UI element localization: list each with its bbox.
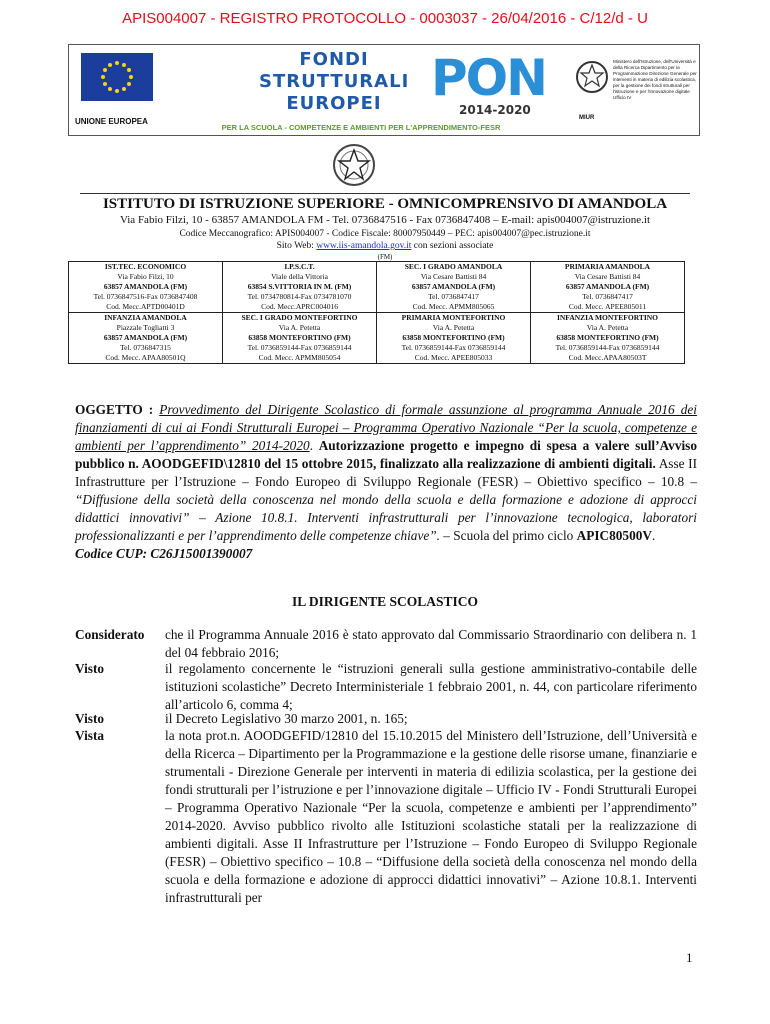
page-number: 1 (686, 950, 693, 965)
fondi-line: STRUTTURALI (259, 71, 410, 92)
clause-text: la nota prot.n. AOODGEFID/12810 del 15.10.2015 del Ministero dell’Istruzione, dell’Università e della Ricerca – Dipartimento per la Programmazione e la gestione delle risorse umane, finanziarie e strumentali - Direzione Generale per interventi in materia di edilizia scolastica, per la gestione dei fondi strutturali per l’istruzione e per l’innovazione digitale – Ufficio IV - Fondi Strutturali Europei – Programma Operativo Nazionale “Per la scuola, competenze e ambienti per l’apprendimento” 2014-2020. Avviso pubblico rivolto alle Istituzioni scolastiche statali per la realizzazione di ambienti digitali. Asse II Infrastrutture per l’Istruzione – Fondo Europeo di Sviluppo Regionale (FESR) – Obiettivo specifico – 10.8 – “Diffusione della società della conoscenza nel mondo della scuola e della formazione e adozione di approcci didattici innovativi” – Azione 10.8.1. Interventi infrastrutturali per (165, 728, 697, 905)
fondi-line: EUROPEI (286, 93, 382, 114)
subject-italic-text: “Diffusione della società della conoscenza nel mondo della scuola e della formazione e adozione di approcci didattici innovativi” – Azione 10.8.1. Interventi infrastrutturali per l’innovazione tecnologica, laboratori professionalizzanti e per l’apprendimento delle competenze chiave”. (75, 492, 697, 543)
institute-address: Via Fabio Filzi, 10 - 63857 AMANDOLA FM - Tel. 0736847516 - Fax 0736847408 – E-mail: apis004007@istruzione.it (119, 214, 651, 226)
clause-row (75, 626, 697, 662)
school-cell: INFANZIA MONTEFORTINO Via A. Petetta 63858 MONTEFORTINO (FM) Tel. 0736859144-Fax 0736859144 Cod. Mecc.APAA80503T (531, 313, 685, 364)
clause-row (75, 710, 697, 728)
subject-text: Asse II Infrastrutture per l’Istruzione – Fondo Europeo di Sviluppo Regionale (FESR) – Obiettivo specifico – 10.8 – (75, 456, 697, 489)
site-prefix: Sito Web: (276, 241, 317, 251)
clause-text: che il Programma Annuale 2016 è stato approvato dal Commissario Straordinario con delibera n. 1 del 04 febbraio 2016; (165, 627, 697, 660)
section-heading: IL DIRIGENTE SCOLASTICO (291, 594, 479, 609)
school-cell: INFANZIA AMANDOLA Piazzale Togliatti 3 63857 AMANDOLA (FM) Tel. 0736847315 Cod. Mecc. APAA80501Q (69, 313, 223, 364)
institute-codes: Codice Meccanografico: APIS004007 - Codice Fiscale: 80007950449 – PEC: apis004007@pec.istruzione.it (179, 229, 591, 239)
cup-code: Codice CUP: C26J15001390007 (75, 546, 253, 561)
table-row (69, 313, 685, 364)
school-cell: PRIMARIA MONTEFORTINO Via A. Petetta 63858 MONTEFORTINO (FM) Tel. 0736859144-Fax 0736859144 Cod. Mecc. APEE805033 (377, 313, 531, 364)
clause-text: il regolamento concernente le “istruzioni generali sulla gestione amministrativo-contabile delle istituzioni scolastiche” Decreto Interministeriale 1 febbraio 2001, n. 44, con particolare riferimento all’articolo 6, comma 4; (165, 661, 697, 712)
funding-banner (68, 44, 700, 136)
school-cell: PRIMARIA AMANDOLA Via Cesare Battisti 84 63857 AMANDOLA (FM) Tel. 0736847417 Cod. Mecc. APEE805011 (531, 262, 685, 313)
subject-text-2: – Scuola del primo ciclo (439, 528, 577, 543)
republic-emblem-icon (331, 142, 377, 188)
clause-label: Considerato (75, 627, 145, 642)
clause-text: il Decreto Legislativo 30 marzo 2001, n. 165; (165, 711, 408, 726)
fondi-line: FONDI (299, 49, 369, 70)
miur-label: MIUR (579, 115, 595, 121)
institute-name: ISTITUTO DI ISTRUZIONE SUPERIORE - OMNICOMPRENSIVO DI AMANDOLA (102, 196, 668, 212)
site-link[interactable]: www.iis-amandola.gov.it (316, 241, 412, 251)
subject-label: OGGETTO : (75, 402, 160, 417)
pon-logo: PON (431, 49, 546, 107)
site-suffix: con sezioni associate (411, 241, 494, 251)
clause-row (75, 660, 697, 714)
table-row (69, 262, 685, 313)
clause-label: Visto (75, 711, 105, 726)
eu-label: UNIONE EUROPEA (75, 117, 148, 126)
header-rule (80, 193, 690, 194)
school-code: APIC80500V (576, 528, 652, 543)
schools-table (68, 261, 685, 364)
miur-text: Ministero dell'Istruzione, dell'Università e della Ricerca Dipartimento per la Programmazione Direzione Generale per interventi in materia di edilizia scolastica, per la gestione dei fondi strutturali per l'istruzione e per l'innovazione digitale Ufficio IV (613, 59, 697, 100)
subject-title: Provvedimento del Dirigente Scolastico di formale assunzione al programma Annuale 2016 dei finanziamenti di cui ai Fondi Strutturali Europei – Programma Operativo Nazionale “Per la scuola, competenze e ambienti per l’apprendimento” 2014-2020 (75, 402, 697, 453)
clause-row (75, 727, 697, 907)
fm-note: (FM) (377, 253, 393, 261)
pon-years: 2014-2020 (459, 103, 531, 117)
clause-label: Visto (75, 661, 105, 676)
school-cell: I.P.S.C.T. Viale della Vittoria 63854 S.VITTORIA IN M. (FM) Tel. 0734780814-Fax 0734781070 Cod. Mecc.APRC004016 (223, 262, 377, 313)
clause-label: Vista (75, 728, 105, 743)
italian-republic-emblem-icon (575, 59, 609, 95)
institute-site (0, 241, 770, 251)
eu-flag-icon (81, 53, 153, 101)
subject-paragraph: OGGETTO : Provvedimento del Dirigente Scolastico di formale assunzione al programma Annuale 2016 dei finanziamenti di cui ai Fondi Strutturali Europei – Programma Operativo Nazionale “Per la scuola, competenze e ambienti per l’apprendimento” 2014-2020. Autorizzazione progetto e impegno di spesa a valere sull’Avviso pubblico n. AOODGEFID\12810 del 15 ottobre 2015, finalizzato alla realizzazione di ambienti digitali. Asse II Infrastrutture per l’Istruzione – Fondo Europeo di Sviluppo Regionale (FESR) – Obiettivo specifico – 10.8 – “Diffusione della società della conoscenza nel mondo della scuola e della formazione e adozione di approcci didattici innovativi” – Azione 10.8.1. Interventi infrastrutturali per l’innovazione tecnologica, laboratori professionalizzanti e per l’apprendimento delle competenze chiave”. – Scuola del primo ciclo APIC80500V. Codice CUP: C26J15001390007 (75, 402, 697, 561)
school-cell: SEC. I GRADO AMANDOLA Via Cesare Battisti 84 63857 AMANDOLA (FM) Tel. 0736847417 Cod. Mecc. APMM805065 (377, 262, 531, 313)
fondi-strutturali-logo (259, 49, 409, 115)
school-cell: SEC. I GRADO MONTEFORTINO Via A. Petetta 63858 MONTEFORTINO (FM) Tel. 0736859144-Fax 0736859144 Cod. Mecc. APMM805054 (223, 313, 377, 364)
school-cell: IST.TEC. ECONOMICO Via Fabio Filzi, 10 63857 AMANDOLA (FM) Tel. 0736847516-Fax 0736847408 Cod. Mecc.APTD00401D (69, 262, 223, 313)
fesr-strip: PER LA SCUOLA - COMPETENZE E AMBIENTI PER L'APPRENDIMENTO-FESR (221, 123, 501, 132)
protocol-stamp: APIS004007 - REGISTRO PROTOCOLLO - 0003037 - 26/04/2016 - C/12/d - U (122, 10, 648, 27)
subject-authorization: Autorizzazione progetto e impegno di spesa a valere sull’Avviso pubblico n. AOODGEFID\12810 del 15 ottobre 2015, finalizzato alla realizzazione di ambienti digitali. (75, 438, 697, 471)
